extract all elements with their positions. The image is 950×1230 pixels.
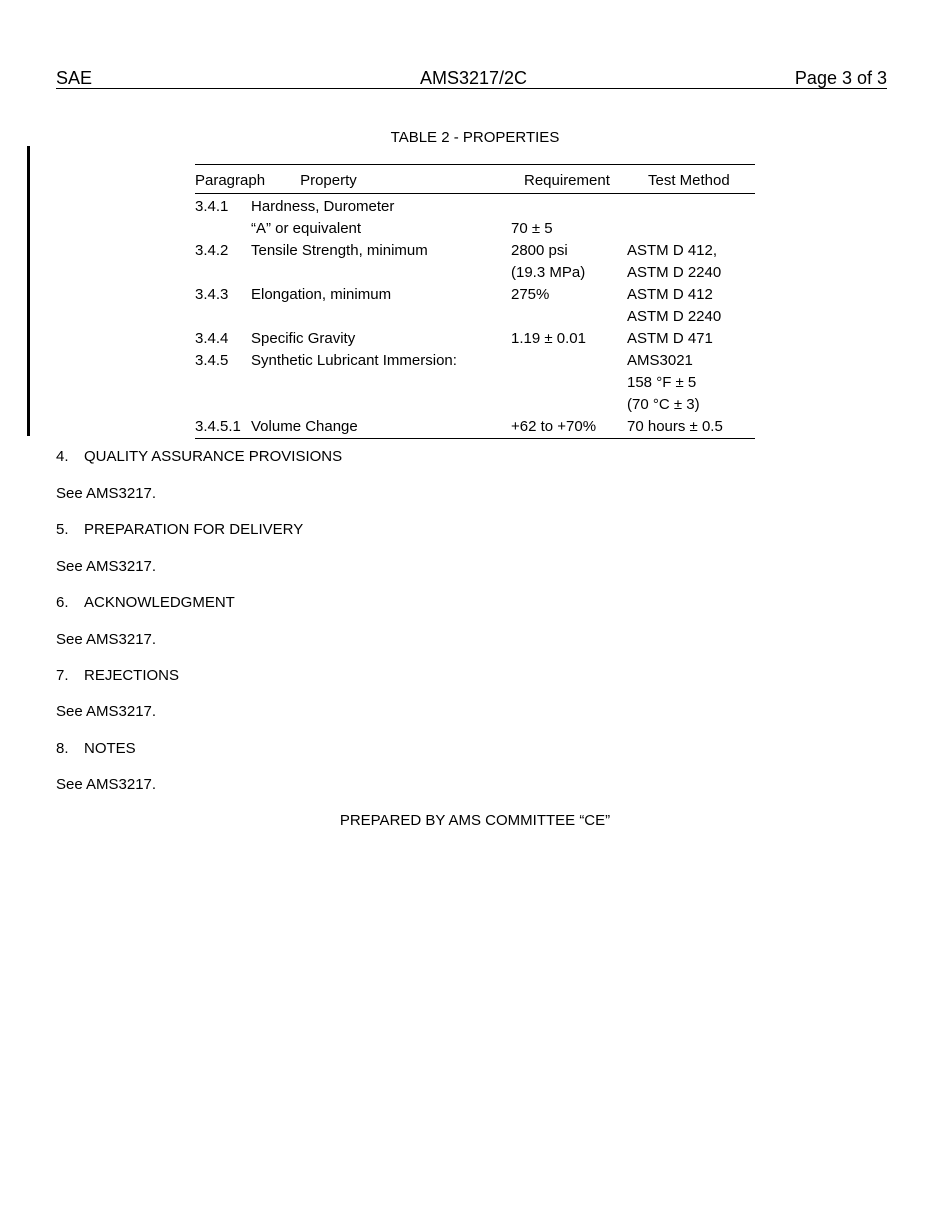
cell-property: Elongation, minimum — [251, 286, 392, 303]
cell-paragraph: 3.4.5.1 — [195, 416, 251, 439]
cell-requirement: (19.3 MPa) — [511, 264, 586, 281]
section-body: See AMS3217. — [56, 485, 157, 502]
section-number: 7. — [56, 667, 69, 684]
table-row — [195, 328, 755, 350]
section-heading-quality-assurance — [56, 448, 342, 466]
table-title: TABLE 2 - PROPERTIES — [390, 129, 560, 146]
header-doc-number: AMS3217/2C — [420, 68, 528, 88]
cell-requirement — [511, 350, 627, 372]
cell-test-method: 158 °F ± 5 — [627, 374, 697, 391]
cell-requirement: 2800 psi — [511, 242, 568, 259]
section-heading-acknowledgment — [56, 594, 235, 612]
section-heading-notes — [56, 740, 136, 758]
column-header-property: Property — [300, 172, 357, 189]
page-header — [56, 68, 887, 89]
cell-paragraph: 3.4.2 — [195, 242, 229, 259]
cell-test-method: ASTM D 471 — [627, 330, 713, 347]
cell-paragraph: 3.4.4 — [195, 330, 229, 347]
cell-requirement: 275% — [511, 286, 550, 303]
column-header-paragraph: Paragraph Property — [195, 169, 511, 194]
header-page-number: Page 3 of 3 — [794, 68, 887, 88]
cell-property — [251, 372, 511, 394]
section-title: NOTES — [84, 740, 136, 757]
table-row — [195, 194, 755, 219]
table-row — [195, 240, 755, 262]
table-row — [195, 306, 755, 328]
properties-table — [195, 164, 755, 439]
cell-requirement: 1.19 ± 0.01 — [511, 330, 586, 347]
cell-paragraph — [195, 372, 251, 394]
cell-property: Hardness, Durometer — [251, 198, 395, 215]
section-heading-preparation-for-delivery — [56, 521, 303, 539]
cell-property: “A” or equivalent — [251, 220, 362, 237]
section-number: 6. — [56, 594, 69, 611]
cell-test-method: ASTM D 2240 — [627, 308, 722, 325]
table-row — [195, 284, 755, 306]
cell-test-method: ASTM D 412 — [627, 286, 713, 303]
column-header-test-method: Test Method — [627, 169, 755, 194]
section-body: See AMS3217. — [56, 558, 157, 575]
table-row — [195, 350, 755, 372]
cell-paragraph: 3.4.1 — [195, 198, 229, 215]
section-body: See AMS3217. — [56, 703, 157, 720]
cell-property — [251, 262, 511, 284]
section-title: PREPARATION FOR DELIVERY — [84, 521, 304, 538]
revision-change-bar — [27, 146, 30, 436]
cell-property — [251, 306, 511, 328]
cell-requirement — [511, 306, 627, 328]
cell-paragraph — [195, 394, 251, 416]
cell-requirement — [511, 394, 627, 416]
table-row — [195, 394, 755, 416]
cell-requirement: 70 ± 5 — [511, 220, 553, 237]
section-body: See AMS3217. — [56, 776, 157, 793]
section-body: See AMS3217. — [56, 631, 157, 648]
section-title: ACKNOWLEDGMENT — [84, 594, 235, 611]
table-row — [195, 218, 755, 240]
cell-property: Specific Gravity — [251, 330, 356, 347]
cell-paragraph — [195, 306, 251, 328]
section-title: REJECTIONS — [84, 667, 180, 684]
section-heading-rejections — [56, 667, 179, 685]
prepared-by-note: PREPARED BY AMS COMMITTEE “CE” — [339, 812, 611, 829]
section-number: 5. — [56, 521, 69, 538]
section-number: 4. — [56, 448, 69, 465]
header-org: SAE — [56, 68, 93, 88]
cell-property — [251, 394, 511, 416]
cell-test-method — [627, 218, 755, 240]
cell-property: Volume Change — [251, 416, 511, 439]
cell-paragraph — [195, 262, 251, 284]
cell-requirement — [511, 194, 627, 219]
column-header-requirement: Requirement — [511, 169, 627, 194]
cell-test-method — [627, 194, 755, 219]
cell-requirement: +62 to +70% — [511, 416, 627, 439]
cell-test-method: ASTM D 412, — [627, 242, 718, 259]
cell-test-method: ASTM D 2240 — [627, 264, 722, 281]
table-header-row — [195, 169, 755, 194]
table-row — [195, 416, 755, 439]
table-row — [195, 372, 755, 394]
cell-paragraph: 3.4.3 — [195, 286, 229, 303]
cell-test-method: 70 hours ± 0.5 — [627, 416, 755, 439]
cell-paragraph — [195, 218, 251, 240]
cell-test-method: AMS3021 — [627, 352, 693, 369]
cell-property: Synthetic Lubricant Immersion: — [251, 352, 457, 369]
cell-requirement — [511, 372, 627, 394]
table-row — [195, 262, 755, 284]
cell-test-method: (70 °C ± 3) — [627, 396, 700, 413]
section-number: 8. — [56, 740, 69, 757]
section-title: QUALITY ASSURANCE PROVISIONS — [84, 448, 343, 465]
cell-paragraph: 3.4.5 — [195, 352, 229, 369]
cell-property: Tensile Strength, minimum — [251, 242, 428, 259]
